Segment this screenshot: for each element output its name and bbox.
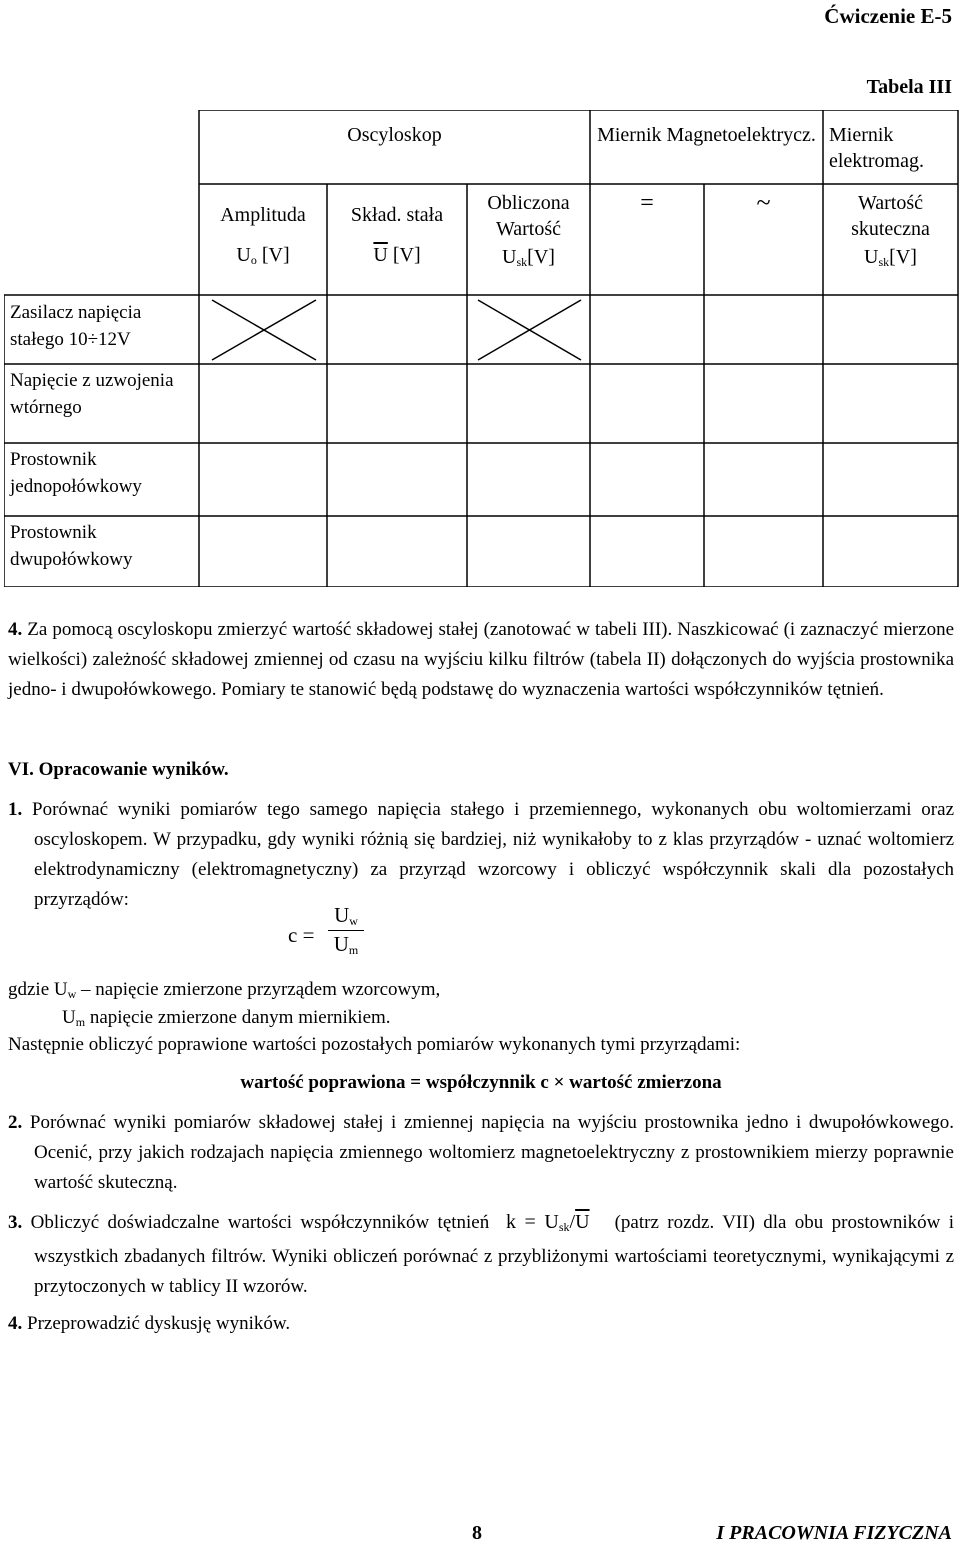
exercise-label: Ćwiczenie E-5 — [824, 4, 952, 28]
sklad-unit: [V] — [392, 244, 421, 266]
header-dc: = — [640, 190, 654, 216]
header-skuteczna — [823, 190, 958, 271]
formula-c-den-sub: m — [348, 943, 359, 957]
skut-label-1: Wartość — [857, 192, 924, 214]
item-2 — [8, 1108, 954, 1198]
formula-k-lhs: k = U — [505, 1211, 559, 1233]
skut-label-2: skuteczna — [851, 218, 930, 240]
amplituda-unit: [V] — [261, 244, 290, 266]
where-2-sub: m — [75, 1015, 86, 1029]
header-amplituda — [199, 202, 327, 269]
item-3-number: 3. — [8, 1212, 23, 1233]
header-sklad-stala — [327, 202, 467, 268]
next-step-text: Następnie obliczyć poprawione wartości pozostałych pomiarów wykonanych tymi przyrządami: — [8, 1034, 741, 1055]
sklad-label: Skład. stała — [350, 204, 444, 226]
header-ac: ~ — [756, 188, 771, 217]
skut-symbol — [823, 244, 958, 271]
item-3-text-a: Obliczyć doświadczalne wartości współczynników tętnień — [30, 1212, 490, 1233]
formula-k-ubar: $\overline{U}$ — [575, 1211, 590, 1233]
page-number: 8 — [472, 1522, 482, 1544]
where-1-sub: w — [67, 987, 77, 1001]
amplituda-sub: o — [250, 253, 257, 267]
results-table — [4, 110, 959, 587]
row-label-dwupolowkowy: Prostownik dwupołówkowy — [10, 522, 133, 570]
formula-c-den-sym: U — [333, 932, 349, 956]
paragraph-4-text: Za pomocą oscyloskopu zmierzyć wartość składowej stałej (zanotować w tabeli III). Naszkicować (i zaznaczyć mierzone wielkości) zależność składowej zmiennej od czasu na wyjściu kilku filtrów (tabela II) dołączonych do wyjścia prostownika jedno- i dwupołówkowego. Pomiary te stanowić będą podstawę do wyznaczenia wartości współczynników tętnień. — [8, 619, 955, 700]
sklad-symbol — [327, 242, 467, 268]
formula-c-numerator — [328, 903, 364, 929]
formula-c-denominator — [328, 932, 364, 958]
header-miernik-magneto: Miernik Magnetoelektrycz. — [597, 124, 816, 146]
item-2-text: Porównać wyniki pomiarów składowej stałej i zmiennej napięcia na wyjściu prostownika jedno i dwupołówkowego. Ocenić, przy jakich rodzajach napięcia zmiennego woltomierz magnetoelektryczny z prostownikiem mierzy poprawnie wartość skuteczną. — [29, 1112, 955, 1193]
footer-title: I PRACOWNIA FIZYCZNA — [716, 1522, 952, 1544]
obliczona-label-2: Wartość — [495, 218, 562, 240]
obliczona-unit: [V] — [527, 246, 555, 268]
header-obliczona — [467, 190, 590, 271]
formula-c-fraction — [328, 903, 364, 958]
skut-sym: U — [864, 246, 879, 268]
item-3-text-b: (patrz rozdz. VII) dla obu prostowników i wszystkich zbadanych filtrów. Wyniki obliczeń porównać z przybliżonymi wartościami teoretycznymi, wynikającymi z przytoczonych w tablicy II wzorów. — [34, 1212, 955, 1297]
item-2-number: 2. — [8, 1112, 23, 1133]
paragraph-4 — [8, 615, 954, 705]
formula-c-num-sub: w — [349, 914, 358, 928]
header-miernik-elektromag: Miernik elektromag. — [829, 124, 924, 172]
row-label-zasilacz: Zasilacz napięcia stałego 10÷12V — [10, 302, 142, 350]
header-oscyloskop: Oscyloskop — [347, 124, 442, 146]
fraction-bar — [328, 930, 364, 931]
section-heading-vi: VI. Opracowanie wyników. — [8, 759, 229, 780]
row-label-napiecie: Napięcie z uzwojenia wtórnego — [10, 370, 174, 418]
amplituda-sym: U — [236, 244, 251, 266]
item-3 — [8, 1207, 954, 1302]
where-2-pre: U — [62, 1007, 76, 1028]
where-1-post: – napięcie zmierzone przyrządem wzorcowym, — [76, 979, 441, 1000]
obliczona-label-1: Obliczona — [487, 192, 570, 214]
obliczona-sym: U — [502, 246, 517, 268]
corrected-value-formula: wartość poprawiona = współczynnik c × wartość zmierzona — [240, 1072, 722, 1093]
sklad-sym: $\overline{U}$ — [373, 244, 388, 266]
skut-sub: sk — [878, 255, 890, 269]
formula-c-num-sym: U — [334, 903, 350, 927]
amplituda-symbol — [199, 242, 327, 269]
obliczona-sub: sk — [516, 255, 528, 269]
amplituda-label: Amplituda — [220, 204, 306, 226]
formula-k — [506, 1211, 590, 1233]
item-4-number: 4. — [8, 1313, 23, 1334]
item-1-text: Porównać wyniki pomiarów tego samego napięcia stałego i przemiennego, wykonanych obu woltomierzami oraz oscyloskopem. W przypadku, gdy wyniki różnią się bardziej, niż wynikałoby to z klas przyrządów - uznać woltomierz elektrodynamiczny (elektromagnetyczny) za przyrząd wzorcowy i obliczyć współczynnik skali dla pozostałych przyrządów: — [32, 799, 954, 910]
formula-k-slash: / — [569, 1211, 576, 1233]
skut-unit: [V] — [889, 246, 917, 268]
formula-k-sub: sk — [558, 1220, 570, 1234]
row-label-jednopolowkowy: Prostownik jednopołówkowy — [10, 449, 142, 497]
obliczona-symbol — [467, 244, 590, 271]
where-1-pre: gdzie U — [8, 979, 68, 1000]
formula-c-lhs: c = — [288, 923, 315, 947]
table-label: Tabela III — [866, 76, 952, 98]
item-1 — [8, 795, 954, 915]
where-2-post: napięcie zmierzone danym miernikiem. — [85, 1007, 391, 1028]
item-4 — [8, 1309, 954, 1339]
paragraph-4-number: 4. — [8, 619, 23, 640]
item-4-text: Przeprowadzić dyskusję wyników. — [27, 1313, 291, 1334]
item-1-number: 1. — [8, 799, 23, 820]
